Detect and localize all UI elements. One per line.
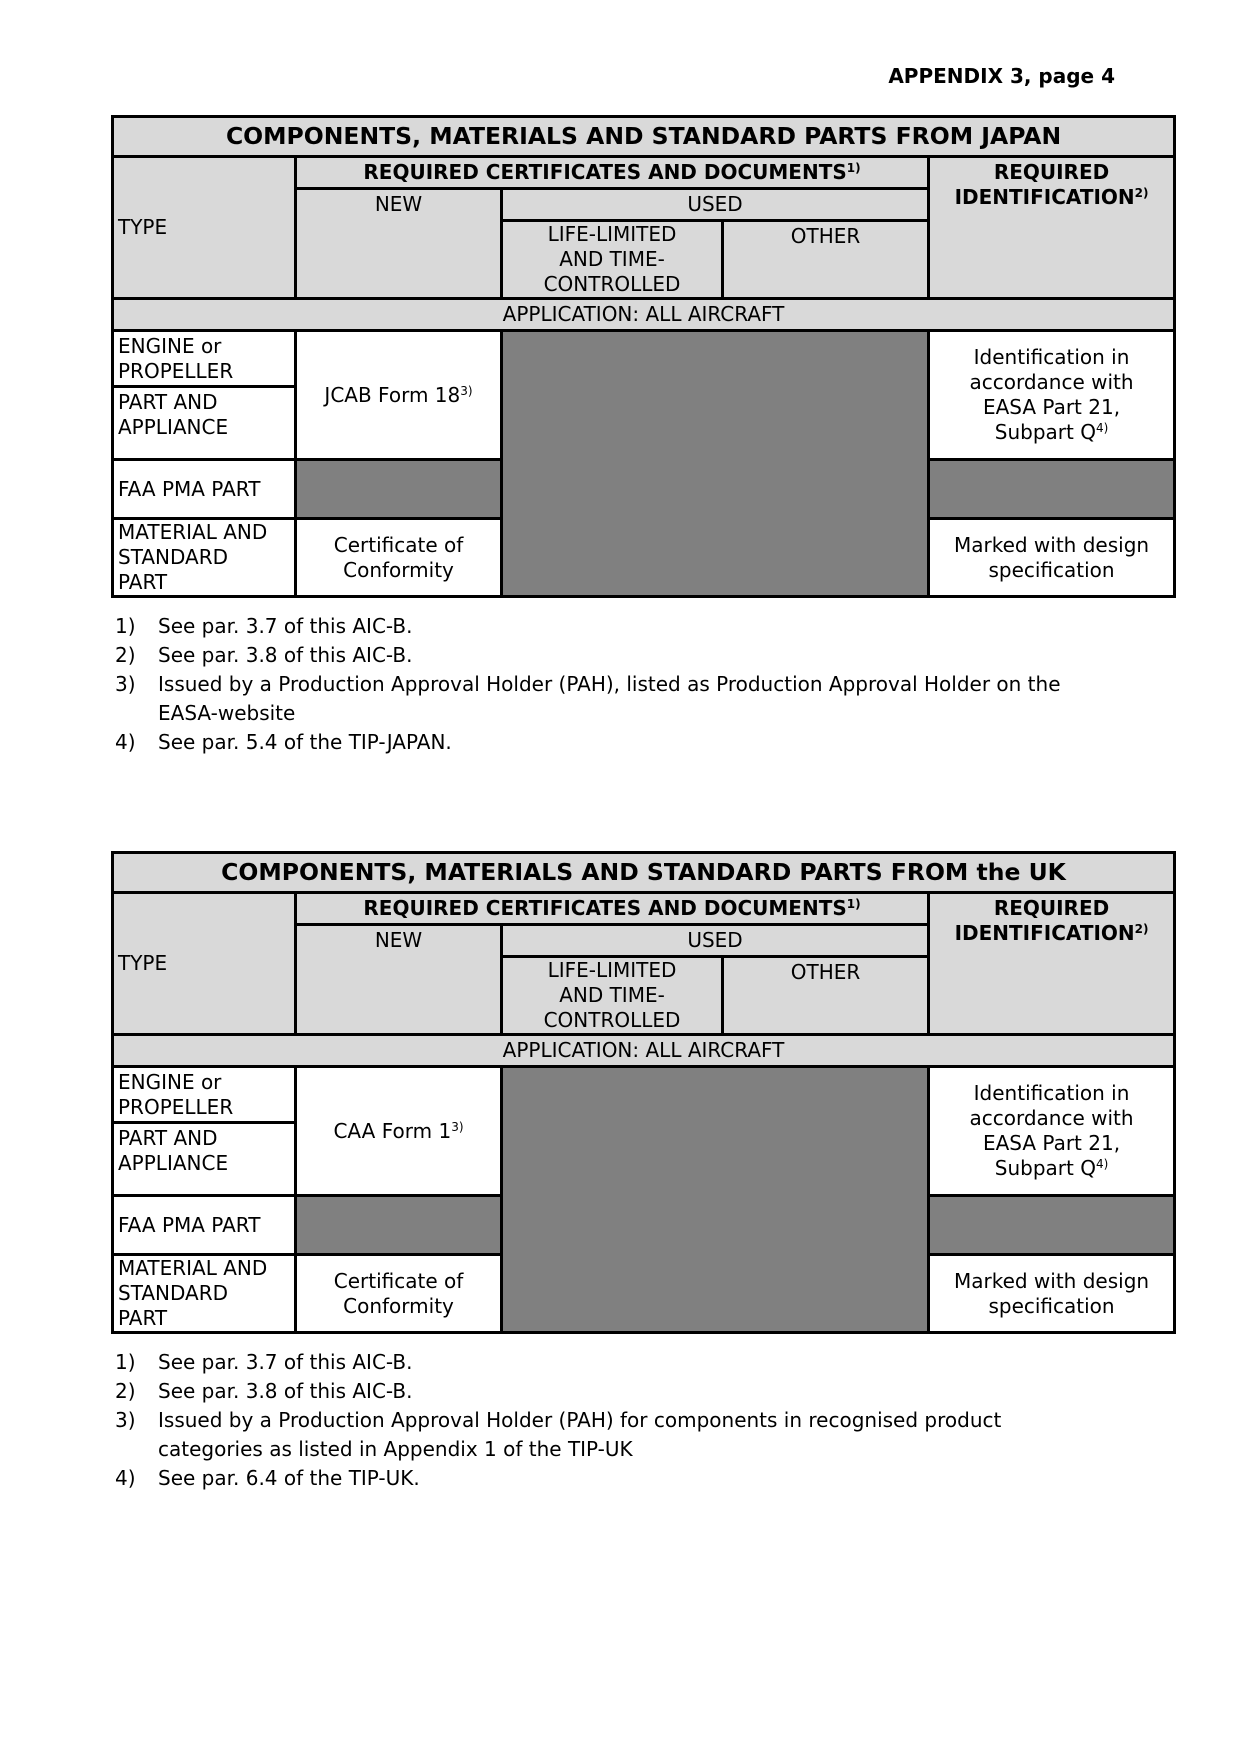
pma-identification-not-applicable-cell xyxy=(929,460,1175,519)
row-part-appliance: PART AND APPLIANCE xyxy=(113,1123,296,1196)
required-documents-header: REQUIRED CERTIFICATES AND DOCUMENTS$^{1)}$ xyxy=(296,893,929,925)
row-engine-propeller: ENGINE or PROPELLER xyxy=(113,331,296,387)
identification-cell: Identification in accordance with EASA Part 21, Subpart $Q^{4)}$ xyxy=(929,331,1175,460)
japan-footnotes xyxy=(115,612,1135,757)
footnote: 1) See par. 3.7 of this AIC-B. xyxy=(115,614,413,638)
required-identification-header: REQUIRED IDENTIFICATION$^{2)}$ xyxy=(929,893,1175,1035)
footnote: 2) See par. 3.8 of this AIC-B. xyxy=(115,1379,413,1403)
life-limited-header: LIFE-LIMITED AND TIME- CONTROLLED xyxy=(502,957,723,1035)
used-header: USED xyxy=(502,189,929,221)
pma-new-not-applicable-cell xyxy=(296,460,502,519)
row-material-standard-part: MATERIAL AND STANDARD PART xyxy=(113,519,296,597)
table-title: COMPONENTS, MATERIALS AND STANDARD PARTS FROM JAPAN xyxy=(113,117,1175,157)
row-material-standard-part: MATERIAL AND STANDARD PART xyxy=(113,1255,296,1333)
table-title: COMPONENTS, MATERIALS AND STANDARD PARTS FROM the UK xyxy=(113,853,1175,893)
row-engine-propeller: ENGINE or PROPELLER xyxy=(113,1067,296,1123)
type-header: TYPE xyxy=(113,893,296,1035)
uk-parts-table xyxy=(111,851,1176,1334)
new-document-cell: CAA Form 1$^{3)}$ xyxy=(296,1067,502,1196)
footnote: 4) See par. 6.4 of the TIP-UK. xyxy=(115,1466,420,1490)
used-header: USED xyxy=(502,925,929,957)
footnote: 3) Issued by a Production Approval Holder (PAH), listed as Production Approval Holder on the EASA-website xyxy=(115,672,1061,725)
page-header: APPENDIX 3, page 4 xyxy=(888,64,1115,88)
footnote: 2) See par. 3.8 of this AIC-B. xyxy=(115,643,413,667)
required-identification-header: REQUIRED IDENTIFICATION$^{2)}$ xyxy=(929,157,1175,299)
used-not-applicable-cell xyxy=(502,331,929,597)
marked-design-spec-cell: Marked with design specification xyxy=(929,519,1175,597)
pma-new-not-applicable-cell xyxy=(296,1196,502,1255)
footnote: 4) See par. 5.4 of the TIP-JAPAN. xyxy=(115,730,452,754)
japan-section xyxy=(111,115,1173,757)
certificate-of-conformity-cell: Certificate of Conformity xyxy=(296,1255,502,1333)
application-row: APPLICATION: ALL AIRCRAFT xyxy=(113,1035,1175,1067)
marked-design-spec-cell: Marked with design specification xyxy=(929,1255,1175,1333)
japan-parts-table xyxy=(111,115,1176,598)
uk-section xyxy=(111,851,1173,1493)
footnote: 1) See par. 3.7 of this AIC-B. xyxy=(115,1350,413,1374)
footnote: 3) Issued by a Production Approval Holder (PAH) for components in recognised product categories as listed in Appendix 1 of the TIP-UK xyxy=(115,1408,1002,1461)
life-limited-header: LIFE-LIMITED AND TIME- CONTROLLED xyxy=(502,221,723,299)
new-document-cell: JCAB Form 18$^{3)}$ xyxy=(296,331,502,460)
certificate-of-conformity-cell: Certificate of Conformity xyxy=(296,519,502,597)
new-header: NEW xyxy=(296,189,502,299)
row-part-appliance: PART AND APPLIANCE xyxy=(113,387,296,460)
pma-identification-not-applicable-cell xyxy=(929,1196,1175,1255)
uk-footnotes xyxy=(115,1348,1135,1493)
used-not-applicable-cell xyxy=(502,1067,929,1333)
new-header: NEW xyxy=(296,925,502,1035)
row-faa-pma-part: FAA PMA PART xyxy=(113,1196,296,1255)
type-header: TYPE xyxy=(113,157,296,299)
required-documents-header: REQUIRED CERTIFICATES AND DOCUMENTS$^{1)}$ xyxy=(296,157,929,189)
row-faa-pma-part: FAA PMA PART xyxy=(113,460,296,519)
identification-cell: Identification in accordance with EASA Part 21, Subpart $Q^{4)}$ xyxy=(929,1067,1175,1196)
other-header: OTHER xyxy=(723,221,929,299)
application-row: APPLICATION: ALL AIRCRAFT xyxy=(113,299,1175,331)
other-header: OTHER xyxy=(723,957,929,1035)
